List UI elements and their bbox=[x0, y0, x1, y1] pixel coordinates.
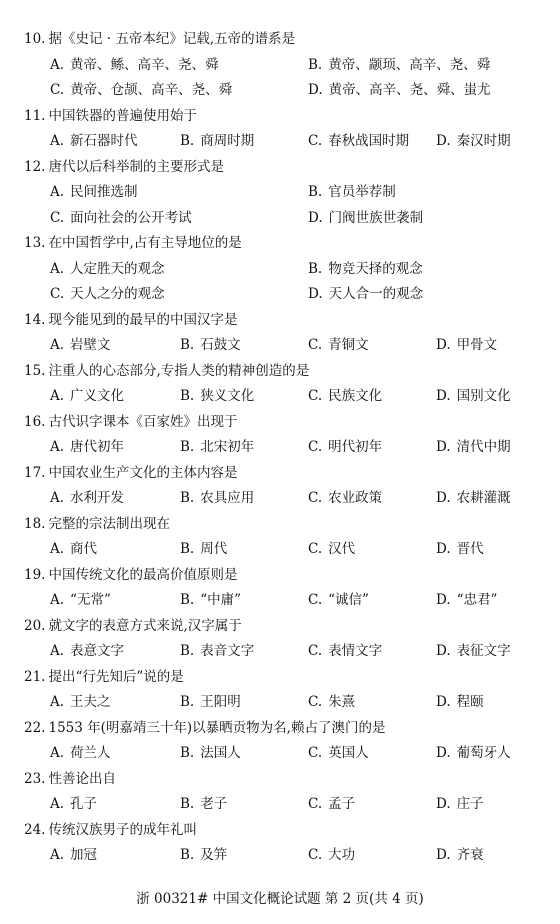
option-letter: B. bbox=[308, 184, 323, 200]
option-letter: B. bbox=[180, 847, 195, 863]
question-number: 13. bbox=[24, 235, 46, 251]
option-a bbox=[50, 54, 219, 76]
option-text: 老子 bbox=[200, 796, 228, 812]
option-text: 加冠 bbox=[70, 847, 98, 863]
option-text: 黄帝、颛顼、高辛、尧、舜 bbox=[328, 56, 491, 73]
question-16 bbox=[24, 411, 544, 461]
option-text: “忠君” bbox=[456, 592, 498, 608]
option-letter: C. bbox=[50, 209, 65, 226]
option-c bbox=[308, 334, 369, 356]
option-c bbox=[308, 844, 355, 866]
question-stem: 唐代以后科举制的主要形式是 bbox=[48, 158, 224, 175]
question-stem: 性善论出自 bbox=[48, 770, 116, 787]
option-b bbox=[180, 538, 227, 560]
option-letter: A. bbox=[50, 56, 65, 73]
option-letter: C. bbox=[308, 643, 323, 659]
option-text: 门阀世族世袭制 bbox=[328, 209, 424, 226]
option-a bbox=[50, 844, 97, 866]
option-text: 表情文字 bbox=[328, 643, 383, 659]
option-b bbox=[308, 258, 423, 280]
option-b bbox=[180, 130, 254, 152]
option-letter: A. bbox=[50, 337, 65, 353]
option-c bbox=[308, 436, 382, 458]
option-letter: D. bbox=[436, 490, 451, 506]
option-text: 表音文字 bbox=[200, 643, 255, 659]
option-text: 甲骨文 bbox=[456, 337, 498, 353]
option-a bbox=[50, 181, 138, 203]
option-d bbox=[436, 436, 511, 458]
option-text: 清代中期 bbox=[456, 439, 511, 455]
option-letter: A. bbox=[50, 643, 65, 659]
option-a bbox=[50, 130, 138, 152]
option-d bbox=[436, 487, 511, 509]
question-stem: 1553 年(明嘉靖三十年)以暴晒贡物为名,赖占了澳门的是 bbox=[48, 719, 386, 736]
option-d bbox=[436, 334, 497, 356]
option-text: 王夫之 bbox=[70, 694, 111, 710]
question-stem: 现今能见到的最早的中国汉字是 bbox=[48, 311, 238, 328]
option-d bbox=[436, 538, 484, 560]
option-text: 天人合一的观念 bbox=[328, 286, 424, 302]
option-b bbox=[180, 691, 241, 713]
option-text: 黄帝、仓颉、高辛、尧、舜 bbox=[70, 82, 233, 98]
option-text: “诚信” bbox=[328, 592, 369, 608]
option-text: 石鼓文 bbox=[200, 337, 241, 353]
option-d bbox=[436, 793, 484, 815]
question-number: 21. bbox=[24, 668, 46, 685]
option-letter: A. bbox=[50, 184, 65, 200]
question-number: 24. bbox=[24, 821, 46, 838]
option-a bbox=[50, 258, 165, 280]
option-letter: B. bbox=[308, 260, 323, 277]
option-letter: B. bbox=[180, 541, 195, 557]
option-c bbox=[50, 79, 232, 101]
option-letter: C. bbox=[308, 745, 323, 761]
option-c bbox=[308, 538, 355, 560]
question-number: 16. bbox=[24, 413, 46, 430]
option-a bbox=[50, 742, 111, 764]
option-a bbox=[50, 793, 97, 815]
option-letter: B. bbox=[308, 56, 323, 73]
option-text: 庄子 bbox=[456, 796, 484, 812]
question-stem-line bbox=[24, 309, 237, 331]
question-12 bbox=[24, 156, 544, 226]
option-letter: B. bbox=[180, 439, 195, 455]
option-text: 黄帝、鲧、高辛、尧、舜 bbox=[70, 56, 219, 73]
option-text: 人定胜天的观念 bbox=[70, 260, 165, 277]
question-stem-line bbox=[24, 360, 309, 382]
option-letter: B. bbox=[180, 694, 195, 710]
option-c bbox=[308, 742, 369, 764]
option-d bbox=[308, 79, 491, 101]
question-number: 18. bbox=[24, 515, 46, 532]
option-text: 天人之分的观念 bbox=[70, 286, 165, 302]
option-letter: C. bbox=[308, 133, 323, 149]
option-letter: A. bbox=[50, 847, 65, 863]
option-letter: D. bbox=[436, 847, 451, 863]
option-d bbox=[436, 691, 484, 713]
option-a bbox=[50, 691, 111, 713]
option-letter: C. bbox=[308, 796, 323, 812]
question-number: 14. bbox=[24, 311, 46, 328]
question-10 bbox=[24, 28, 544, 98]
option-text: 孟子 bbox=[328, 796, 356, 812]
question-22 bbox=[24, 717, 544, 767]
question-stem: 传统汉族男子的成年礼叫 bbox=[48, 821, 197, 838]
option-letter: C. bbox=[308, 847, 323, 863]
option-c bbox=[308, 691, 355, 713]
question-stem-line bbox=[24, 105, 197, 127]
option-b bbox=[308, 54, 490, 76]
option-letter: A. bbox=[50, 745, 65, 761]
question-number: 22. bbox=[24, 719, 46, 736]
option-text: 法国人 bbox=[200, 745, 241, 761]
option-text: 商周时期 bbox=[200, 133, 255, 149]
question-11 bbox=[24, 105, 544, 155]
question-stem: 完整的宗法制出现在 bbox=[48, 515, 170, 532]
option-letter: D. bbox=[308, 286, 323, 302]
question-stem: 注重人的心态部分,专指人类的精神创造的是 bbox=[48, 362, 310, 379]
option-letter: B. bbox=[180, 643, 195, 659]
question-19 bbox=[24, 564, 544, 614]
option-text: 黄帝、高辛、尧、舜、蚩尤 bbox=[328, 82, 491, 98]
option-text: 物竞天择的观念 bbox=[328, 260, 423, 277]
question-24 bbox=[24, 819, 544, 869]
option-c bbox=[308, 640, 382, 662]
option-text: “中庸” bbox=[200, 592, 242, 608]
option-text: 朱熹 bbox=[328, 694, 356, 710]
question-23 bbox=[24, 768, 544, 818]
question-number: 12. bbox=[24, 158, 46, 175]
option-b bbox=[180, 640, 254, 662]
option-letter: B. bbox=[180, 337, 195, 353]
option-b bbox=[180, 589, 241, 611]
option-letter: A. bbox=[50, 388, 65, 404]
option-a bbox=[50, 538, 97, 560]
question-stem-line bbox=[24, 768, 116, 790]
option-text: 民间推选制 bbox=[70, 184, 138, 200]
option-text: 农业政策 bbox=[328, 490, 383, 506]
option-c bbox=[308, 385, 382, 407]
option-letter: D. bbox=[436, 745, 451, 761]
option-text: 表征文字 bbox=[456, 643, 511, 659]
question-stem-line bbox=[24, 615, 242, 637]
option-d bbox=[436, 640, 511, 662]
option-text: 商代 bbox=[70, 541, 98, 557]
question-stem: 在中国哲学中,占有主导地位的是 bbox=[48, 235, 242, 251]
option-c bbox=[308, 589, 369, 611]
question-stem-line bbox=[24, 513, 170, 535]
option-letter: C. bbox=[308, 592, 323, 608]
question-stem: 中国铁器的普遍使用始于 bbox=[48, 107, 197, 124]
option-c bbox=[308, 487, 382, 509]
question-number: 11. bbox=[24, 107, 46, 124]
option-text: 春秋战国时期 bbox=[328, 133, 410, 149]
option-letter: D. bbox=[436, 643, 451, 659]
option-letter: A. bbox=[50, 133, 65, 149]
option-d bbox=[436, 844, 484, 866]
question-stem: 就文字的表意方式来说,汉字属于 bbox=[48, 617, 242, 634]
option-text: 水利开发 bbox=[70, 490, 125, 506]
option-d bbox=[436, 589, 497, 611]
option-letter: C. bbox=[50, 286, 65, 302]
option-a bbox=[50, 334, 111, 356]
question-number: 10. bbox=[24, 31, 46, 47]
option-text: 王阳明 bbox=[200, 694, 241, 710]
question-number: 23. bbox=[24, 770, 46, 787]
option-text: 齐衰 bbox=[456, 847, 484, 863]
option-a bbox=[50, 640, 124, 662]
option-b bbox=[180, 436, 254, 458]
option-text: 汉代 bbox=[328, 541, 356, 557]
option-letter: C. bbox=[50, 82, 65, 98]
option-letter: C. bbox=[308, 490, 323, 506]
question-14 bbox=[24, 309, 544, 359]
option-text: 新石器时代 bbox=[70, 133, 138, 149]
question-number: 20. bbox=[24, 617, 46, 634]
option-a bbox=[50, 436, 124, 458]
question-stem: 提出“行先知后”说的是 bbox=[48, 668, 184, 685]
option-letter: B. bbox=[180, 133, 195, 149]
question-stem-line bbox=[24, 717, 385, 739]
option-text: 北宋初年 bbox=[200, 439, 255, 455]
option-text: 孔子 bbox=[70, 796, 98, 812]
option-a bbox=[50, 385, 124, 407]
question-stem: 古代识字课本《百家姓》出现于 bbox=[48, 413, 238, 430]
option-letter: C. bbox=[308, 337, 323, 353]
option-text: 晋代 bbox=[456, 541, 484, 557]
question-stem-line bbox=[24, 232, 242, 254]
option-text: 面向社会的公开考试 bbox=[70, 209, 192, 226]
option-letter: C. bbox=[308, 439, 323, 455]
question-stem: 据《史记 · 五帝本纪》记载,五帝的谱系是 bbox=[48, 31, 296, 47]
option-d bbox=[308, 283, 423, 305]
option-letter: A. bbox=[50, 490, 65, 506]
option-text: 农具应用 bbox=[200, 490, 255, 506]
option-text: 大功 bbox=[328, 847, 356, 863]
option-c bbox=[308, 793, 355, 815]
option-text: 农耕灌溉 bbox=[456, 490, 511, 506]
option-letter: A. bbox=[50, 592, 65, 608]
option-text: 官员举荐制 bbox=[328, 184, 396, 200]
option-d bbox=[436, 385, 511, 407]
option-letter: B. bbox=[180, 745, 195, 761]
question-stem-line bbox=[24, 819, 197, 841]
question-stem-line bbox=[24, 28, 295, 50]
option-letter: D. bbox=[436, 541, 451, 557]
option-letter: B. bbox=[180, 388, 195, 404]
question-stem: 中国传统文化的最高价值原则是 bbox=[48, 566, 238, 583]
option-c bbox=[308, 130, 409, 152]
option-text: 国别文化 bbox=[456, 388, 511, 404]
option-text: 狭义文化 bbox=[200, 388, 255, 404]
option-text: 明代初年 bbox=[328, 439, 383, 455]
option-text: 民族文化 bbox=[328, 388, 383, 404]
option-text: “无常” bbox=[70, 592, 111, 608]
option-letter: A. bbox=[50, 260, 65, 277]
option-text: 周代 bbox=[200, 541, 228, 557]
question-15 bbox=[24, 360, 544, 410]
option-letter: D. bbox=[436, 796, 451, 812]
option-letter: D. bbox=[308, 209, 323, 226]
option-d bbox=[308, 207, 423, 229]
option-text: 程颐 bbox=[456, 694, 484, 710]
option-letter: D. bbox=[436, 337, 451, 353]
question-18 bbox=[24, 513, 544, 563]
option-b bbox=[180, 793, 227, 815]
option-b bbox=[180, 844, 227, 866]
option-letter: D. bbox=[436, 592, 451, 608]
option-letter: A. bbox=[50, 796, 65, 812]
question-stem-line bbox=[24, 462, 237, 484]
question-number: 19. bbox=[24, 566, 46, 583]
question-stem: 中国农业生产文化的主体内容是 bbox=[48, 464, 238, 481]
option-text: 英国人 bbox=[328, 745, 369, 761]
question-21 bbox=[24, 666, 544, 716]
option-b bbox=[180, 487, 254, 509]
question-stem-line bbox=[24, 156, 224, 178]
option-text: 葡萄牙人 bbox=[456, 745, 511, 761]
page-footer: 浙 00321# 中国文化概论试题 第 2 页(共 4 页) bbox=[136, 891, 424, 907]
question-17 bbox=[24, 462, 544, 512]
option-a bbox=[50, 589, 111, 611]
option-b bbox=[180, 742, 241, 764]
option-text: 青铜文 bbox=[328, 337, 369, 353]
option-letter: D. bbox=[436, 694, 451, 710]
option-c bbox=[50, 207, 192, 229]
option-text: 表意文字 bbox=[70, 643, 125, 659]
question-stem-line bbox=[24, 564, 237, 586]
option-letter: B. bbox=[180, 490, 195, 506]
question-stem-line bbox=[24, 666, 184, 688]
option-a bbox=[50, 487, 124, 509]
option-text: 秦汉时期 bbox=[456, 133, 511, 149]
option-b bbox=[180, 385, 254, 407]
option-text: 广义文化 bbox=[70, 388, 125, 404]
option-text: 唐代初年 bbox=[70, 439, 125, 455]
option-letter: C. bbox=[308, 694, 323, 710]
question-stem-line bbox=[24, 411, 237, 433]
option-b bbox=[180, 334, 241, 356]
option-b bbox=[308, 181, 396, 203]
option-letter: D. bbox=[436, 439, 451, 455]
question-number: 15. bbox=[24, 362, 46, 379]
option-letter: D. bbox=[436, 133, 451, 149]
option-d bbox=[436, 742, 511, 764]
option-letter: B. bbox=[180, 796, 195, 812]
option-letter: A. bbox=[50, 439, 65, 455]
option-letter: C. bbox=[308, 388, 323, 404]
question-20 bbox=[24, 615, 544, 665]
option-text: 荷兰人 bbox=[70, 745, 111, 761]
option-letter: B. bbox=[180, 592, 195, 608]
option-letter: A. bbox=[50, 694, 65, 710]
option-text: 岩壁文 bbox=[70, 337, 111, 353]
option-c bbox=[50, 283, 165, 305]
question-number: 17. bbox=[24, 464, 46, 481]
option-letter: A. bbox=[50, 541, 65, 557]
option-d bbox=[436, 130, 511, 152]
option-letter: C. bbox=[308, 541, 323, 557]
option-letter: D. bbox=[436, 388, 451, 404]
option-text: 及笄 bbox=[200, 847, 228, 863]
option-letter: D. bbox=[308, 82, 323, 98]
question-13 bbox=[24, 232, 544, 302]
